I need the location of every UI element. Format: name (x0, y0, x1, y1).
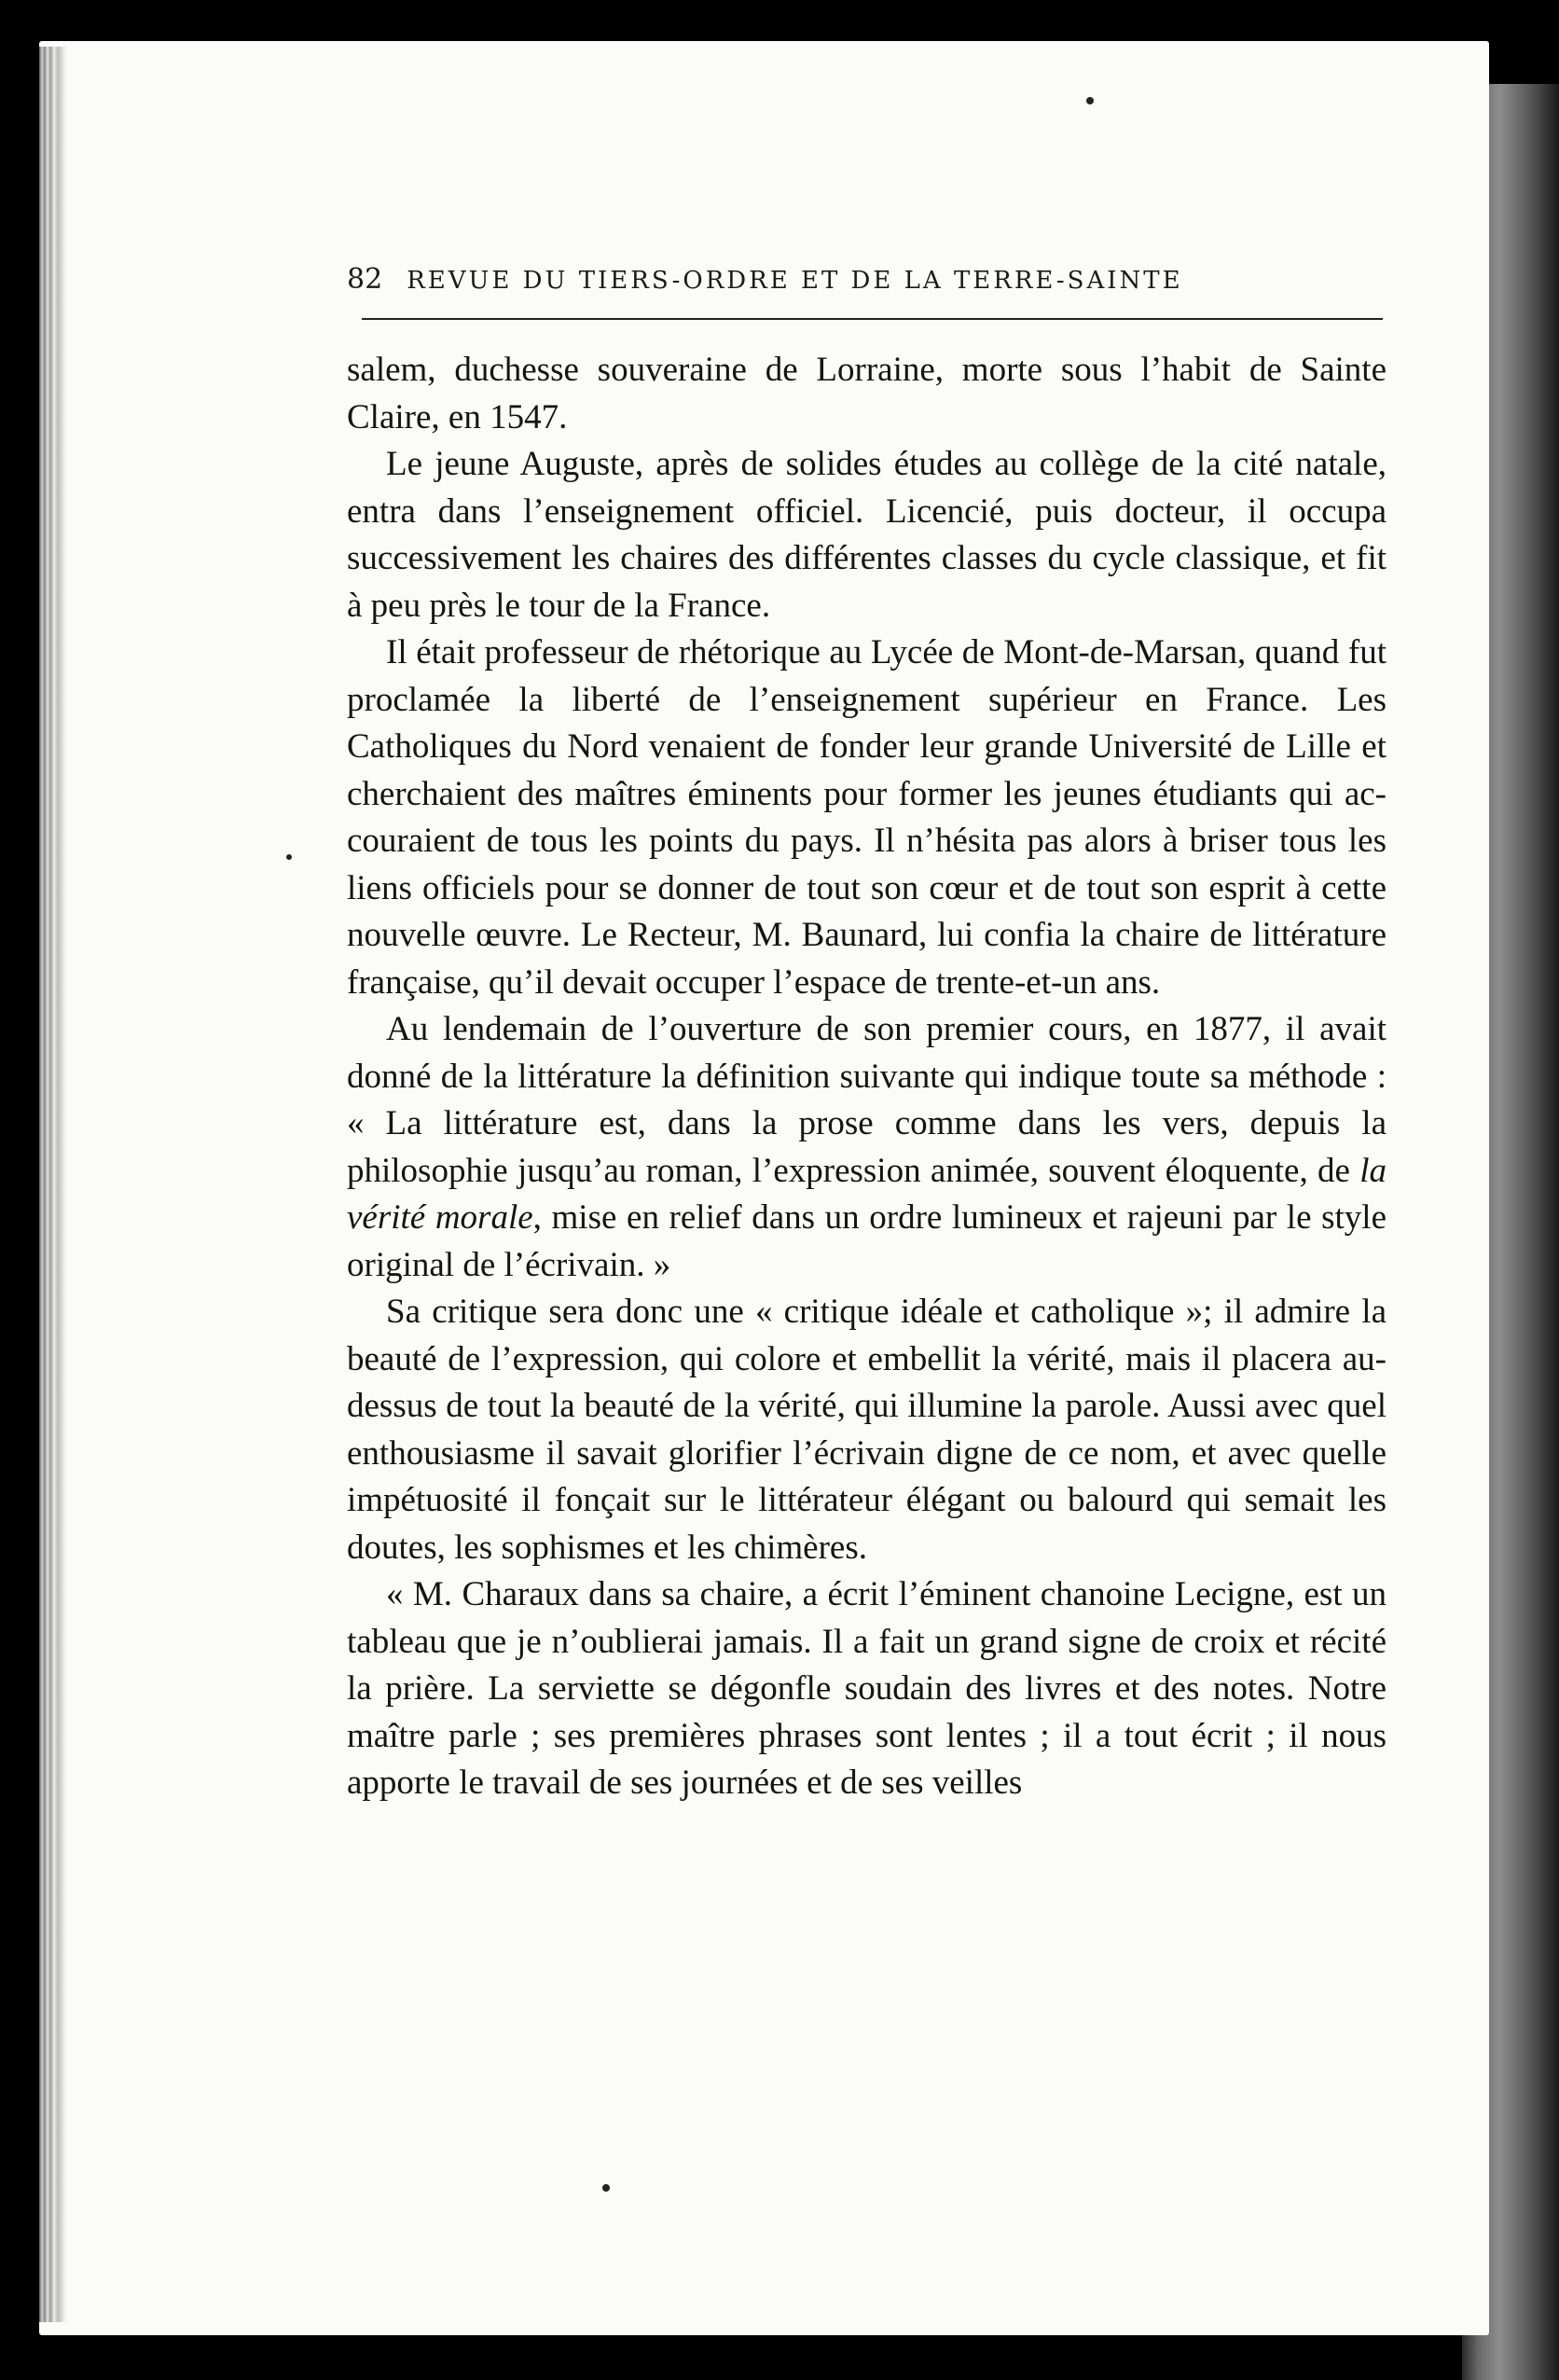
paragraph-4-text: Au lendemain de l’ouverture de son premier cours, en 1877, il avait donné de la littérature la définition suivante qui indique toute sa méthode : « La littérature est, dans la prose comme dans les vers, depuis la philosophie jusqu’au roman, l’expression animée, souvent éloquente, de (347, 1010, 1387, 1190)
speck (1086, 97, 1094, 104)
header-rule (362, 318, 1383, 320)
paragraph-5: Sa critique sera donc une « critique idéale et catholique »; il admire la beauté de l’expression, qui colore et embellit la vérité, mais il placera au-dessus de tout la beauté de la vérité, qui illumine la parole. Aussi avec quel enthousiasme il savait glorifier l’écrivain digne de ce nom, et avec quelle impétuosité il fonçait sur le littérateur élégant ou balourd qui semait les doutes, les sophismes et les chimères. (347, 1293, 1387, 1567)
paragraph-6: « M. Charaux dans sa chaire, a écrit l’éminent chanoine Lecigne, est un tableau que je n’oublierai jamais. Il a fait un grand signe de croix et récité la prière. La serviette se dégonfle soudain des livres et des notes. Notre maître parle ; ses premières phrases sont lentes ; il a tout écrit ; il nous apporte le travail de ses journées et de ses veilles (347, 1575, 1387, 1802)
speck (286, 854, 292, 860)
paragraph-2: Le jeune Auguste, après de solides études au collège de la cité natale, entra dans l’enseignement officiel. Licencié, puis docteur, il occupa successivement les chaires des différentes classes du cycle classique, et fit à peu près le tour de la France. (347, 445, 1387, 625)
running-title: REVUE DU TIERS-ORDRE ET DE LA TERRE-SAINTE (407, 267, 1183, 295)
paragraph-3: Il était professeur de rhétorique au Lycée de Mont-de-Marsan, quand fut proclamée la liberté de l’enseignement supérieur en France. Les Catholiques du Nord venaient de fonder leur grande Université de Lille et cherchaient des maîtres éminents pour former les jeunes étudiants qui accouraient de tous les points du pays. Il n’hésita pas alors à briser tous les liens officiels pour se donner de tout son cœur et de tout son esprit à cette nouvelle œuvre. Le Recteur, M. Baunard, lui confia la chaire de littérature française, qu’il devait occuper l’espace de trente-et-un ans. (347, 633, 1387, 1002)
body-text (347, 347, 1387, 1807)
paragraph-4-text-end: , mise en relief dans un ordre lumineux et rajeuni par le style original de l’écrivain. » (347, 1198, 1387, 1284)
page-edges (39, 47, 67, 2322)
running-header (347, 263, 1391, 296)
paragraph-1: salem, duchesse souveraine de Lorraine, morte sous l’habit de Sainte Claire, en 1547. (347, 351, 1387, 436)
speck (602, 2184, 610, 2192)
page-number: 82 (347, 263, 383, 296)
paragraph-4-italic: la vérité morale (347, 1151, 1387, 1237)
paragraph-4 (347, 1006, 1387, 1289)
